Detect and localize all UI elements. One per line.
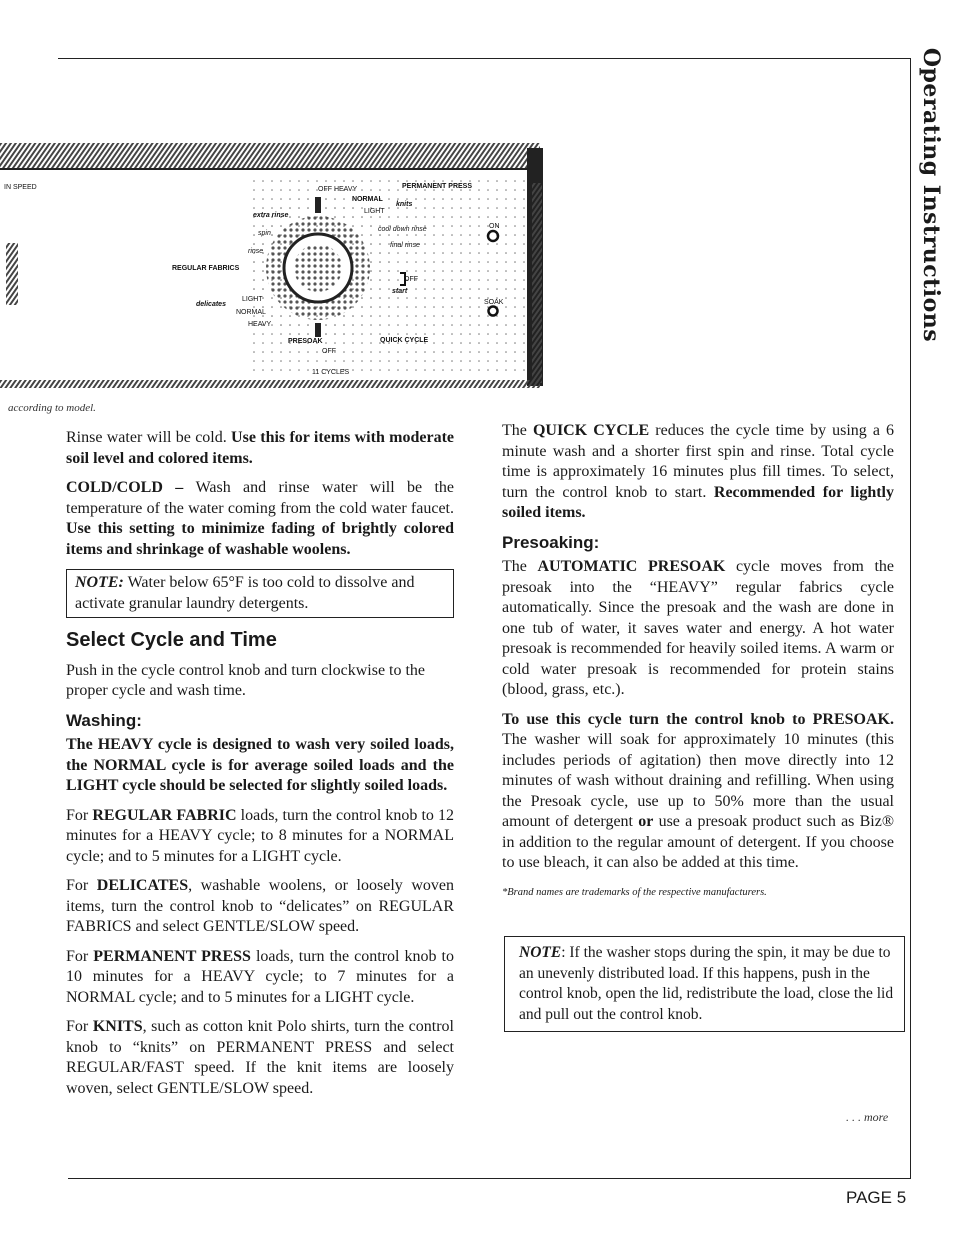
text-bold: The HEAVY cycle is designed to wash very soiled loads, the NORMAL cycle is for average soiled loads and the LIGHT cycle should be selected for slightly soiled loads.	[66, 736, 454, 794]
label-cycles: 11 CYCLES	[312, 369, 350, 376]
text-bold: Use this setting to minimize fading of brightly colored items and shrinkage of washable woolens.	[66, 520, 454, 558]
label-heavy-reg: HEAVY	[248, 321, 272, 328]
label-cool-down-rinse: cool down rinse	[378, 226, 427, 233]
label-spin: spin	[258, 230, 271, 237]
brand-footnote: *Brand names are trademarks of the respective manufacturers.	[502, 886, 767, 898]
text: loads, turn the control knob to 12 minutes for a HEAVY cycle; to 8 minutes for a NORMAL cycle; and to 5 minutes for a LIGHT cycle.	[66, 806, 455, 865]
right-column	[502, 421, 894, 903]
control-panel-illustration	[0, 143, 556, 390]
label-start: start	[392, 288, 408, 295]
note-box-cold-water	[66, 569, 454, 618]
label-light-reg: LIGHT	[242, 296, 263, 303]
note-text: Water below 65°F is too cold to dissolve and activate granular laundry detergents.	[75, 574, 415, 612]
text-bold: Use this for items with moderate soil level and colored items.	[66, 429, 455, 467]
panel-top-strip	[0, 143, 540, 169]
paragraph-cold-cold	[66, 478, 454, 560]
text-bold: To use this cycle turn the control knob to PRESOAK.	[502, 710, 894, 728]
label-permanent-press: PERMANENT PRESS	[402, 183, 473, 190]
right-rule	[910, 58, 911, 1179]
paragraph-use-presoak	[502, 710, 894, 874]
paragraph-rinse	[66, 428, 454, 469]
paragraph-select: Push in the cycle control knob and turn clockwise to the proper cycle and wash time.	[66, 661, 426, 699]
heading-select-cycle: Select Cycle and Time	[66, 629, 277, 651]
text: reduces the cycle time by using a 6 minute wash and a shorter first spin and rinse. Total cycle time is approximately 16 minutes plus fill times. To select, turn the control knob to start.	[502, 422, 895, 501]
figure-caption: according to model.	[8, 402, 96, 414]
text: The washer will soak for approximately 10 minutes (this includes periods of agitation) then move directly into 12 minutes of wash without draining and refilling. When using the Presoak cycle, use up to 50% more than the usual amount of detergent	[502, 731, 894, 830]
heading-washing: Washing:	[66, 710, 142, 730]
text-bold: COLD/COLD –	[66, 479, 196, 496]
label-delicates: delicates	[196, 301, 226, 308]
text: , such as cotton knit Polo shirts, turn the control knob to “knits” on PERMANENT PRESS and select REGULAR/FAST speed. If the knit items are loosely woven, select GENTLE/SLOW speed.	[66, 1018, 454, 1097]
side-title-text: Operating Instructions	[918, 47, 944, 343]
text: The	[502, 422, 533, 439]
label-off-bottom: OFF	[322, 348, 336, 355]
text: Wash and rinse water will be the temperature of the water coming from the cold water faucet.	[66, 479, 455, 517]
text: For	[66, 806, 93, 824]
label-presoak: PRESOAK	[288, 338, 323, 345]
heading-presoaking: Presoaking:	[502, 532, 600, 552]
more-indicator: . . . more	[846, 1110, 889, 1124]
label-knits: knits	[396, 201, 413, 208]
label-light-pp: LIGHT	[364, 208, 385, 215]
text-bold: PERMANENT PRESS	[93, 947, 251, 965]
paragraph-quick-cycle	[502, 421, 894, 524]
note-text: : If the washer stops during the spin, it may be due to an unevenly distributed load. If this happens, push in the control knob, open the lid, redistribute the load, close the lid and pull out the control knob.	[519, 944, 894, 1023]
text-bold: DELICATES	[96, 877, 189, 894]
text: For	[66, 1018, 93, 1035]
panel-left-mark	[6, 243, 18, 305]
text: For	[66, 877, 97, 894]
text-bold: Recommended for lightly soiled items.	[502, 483, 894, 521]
label-final-rinse: final rinse	[390, 242, 420, 249]
label-off-heavy: OFF HEAVY	[318, 186, 358, 193]
text-bold: REGULAR FABRIC	[92, 806, 237, 824]
text: use a presoak product such as Biz® in addition to the regular amount of detergent. If you choose to use bleach, it can also be added at this time.	[502, 813, 895, 871]
paragraph-auto-presoak	[502, 557, 894, 701]
label-extra-rinse: extra rinse	[253, 212, 289, 219]
text: , washable woolens, or loosely woven items, turn the control knob to “delicates” on REGULAR FABRICS and select GENTLE/SLOW speed.	[66, 877, 454, 935]
paragraph-permanent-press	[66, 947, 454, 1009]
text-bold: KNITS	[92, 1018, 143, 1035]
label-soak: SOAK	[484, 299, 504, 306]
panel-bottom-strip	[0, 380, 540, 388]
paragraph-knits	[66, 1017, 454, 1099]
text-bold: AUTOMATIC PRESOAK	[537, 558, 726, 575]
text: loads, turn the control knob to 10 minutes for a HEAVY cycle; to 7 minutes for a NORMAL cycle; and to 5 minutes for a LIGHT cycle.	[66, 947, 454, 1006]
label-normal-reg: NORMAL	[236, 309, 266, 316]
label-off-start: OFF	[404, 276, 418, 283]
note-label: NOTE	[519, 944, 562, 961]
note-label: NOTE:	[75, 574, 124, 591]
left-column	[66, 428, 454, 1108]
text: The	[502, 558, 538, 575]
label-quick-cycle: QUICK CYCLE	[380, 337, 429, 344]
label-on: ON	[489, 223, 500, 230]
label-regular-fabrics: REGULAR FABRICS	[172, 265, 240, 272]
text: For	[66, 947, 94, 965]
paragraph-regular-fabric	[66, 806, 454, 868]
note-box-spin	[504, 936, 905, 1032]
label-normal-pp: NORMAL	[352, 196, 383, 203]
bottom-rule	[68, 1178, 911, 1179]
paragraph-washing	[66, 735, 454, 797]
top-rule	[58, 58, 910, 59]
text-bold: QUICK CYCLE	[532, 422, 650, 439]
label-rinse: rinse	[248, 248, 264, 255]
paragraph-delicates	[66, 876, 454, 938]
text: cycle moves from the presoak into the “HEAVY” regular fabrics cycle automatically. Since the presoak and the wash are done in one tub of water, it saves water and energy. A hot water presoak is recommended for heavily soiled items. A warm or cold water presoak is recommended for protein stains (blood, grass, etc.).	[502, 558, 894, 698]
text: Rinse water will be cold.	[66, 429, 232, 446]
label-spin-speed: IN SPEED	[4, 184, 37, 191]
text-bold: or	[638, 813, 654, 830]
page-number: PAGE 5	[846, 1188, 907, 1207]
side-title	[916, 47, 946, 343]
